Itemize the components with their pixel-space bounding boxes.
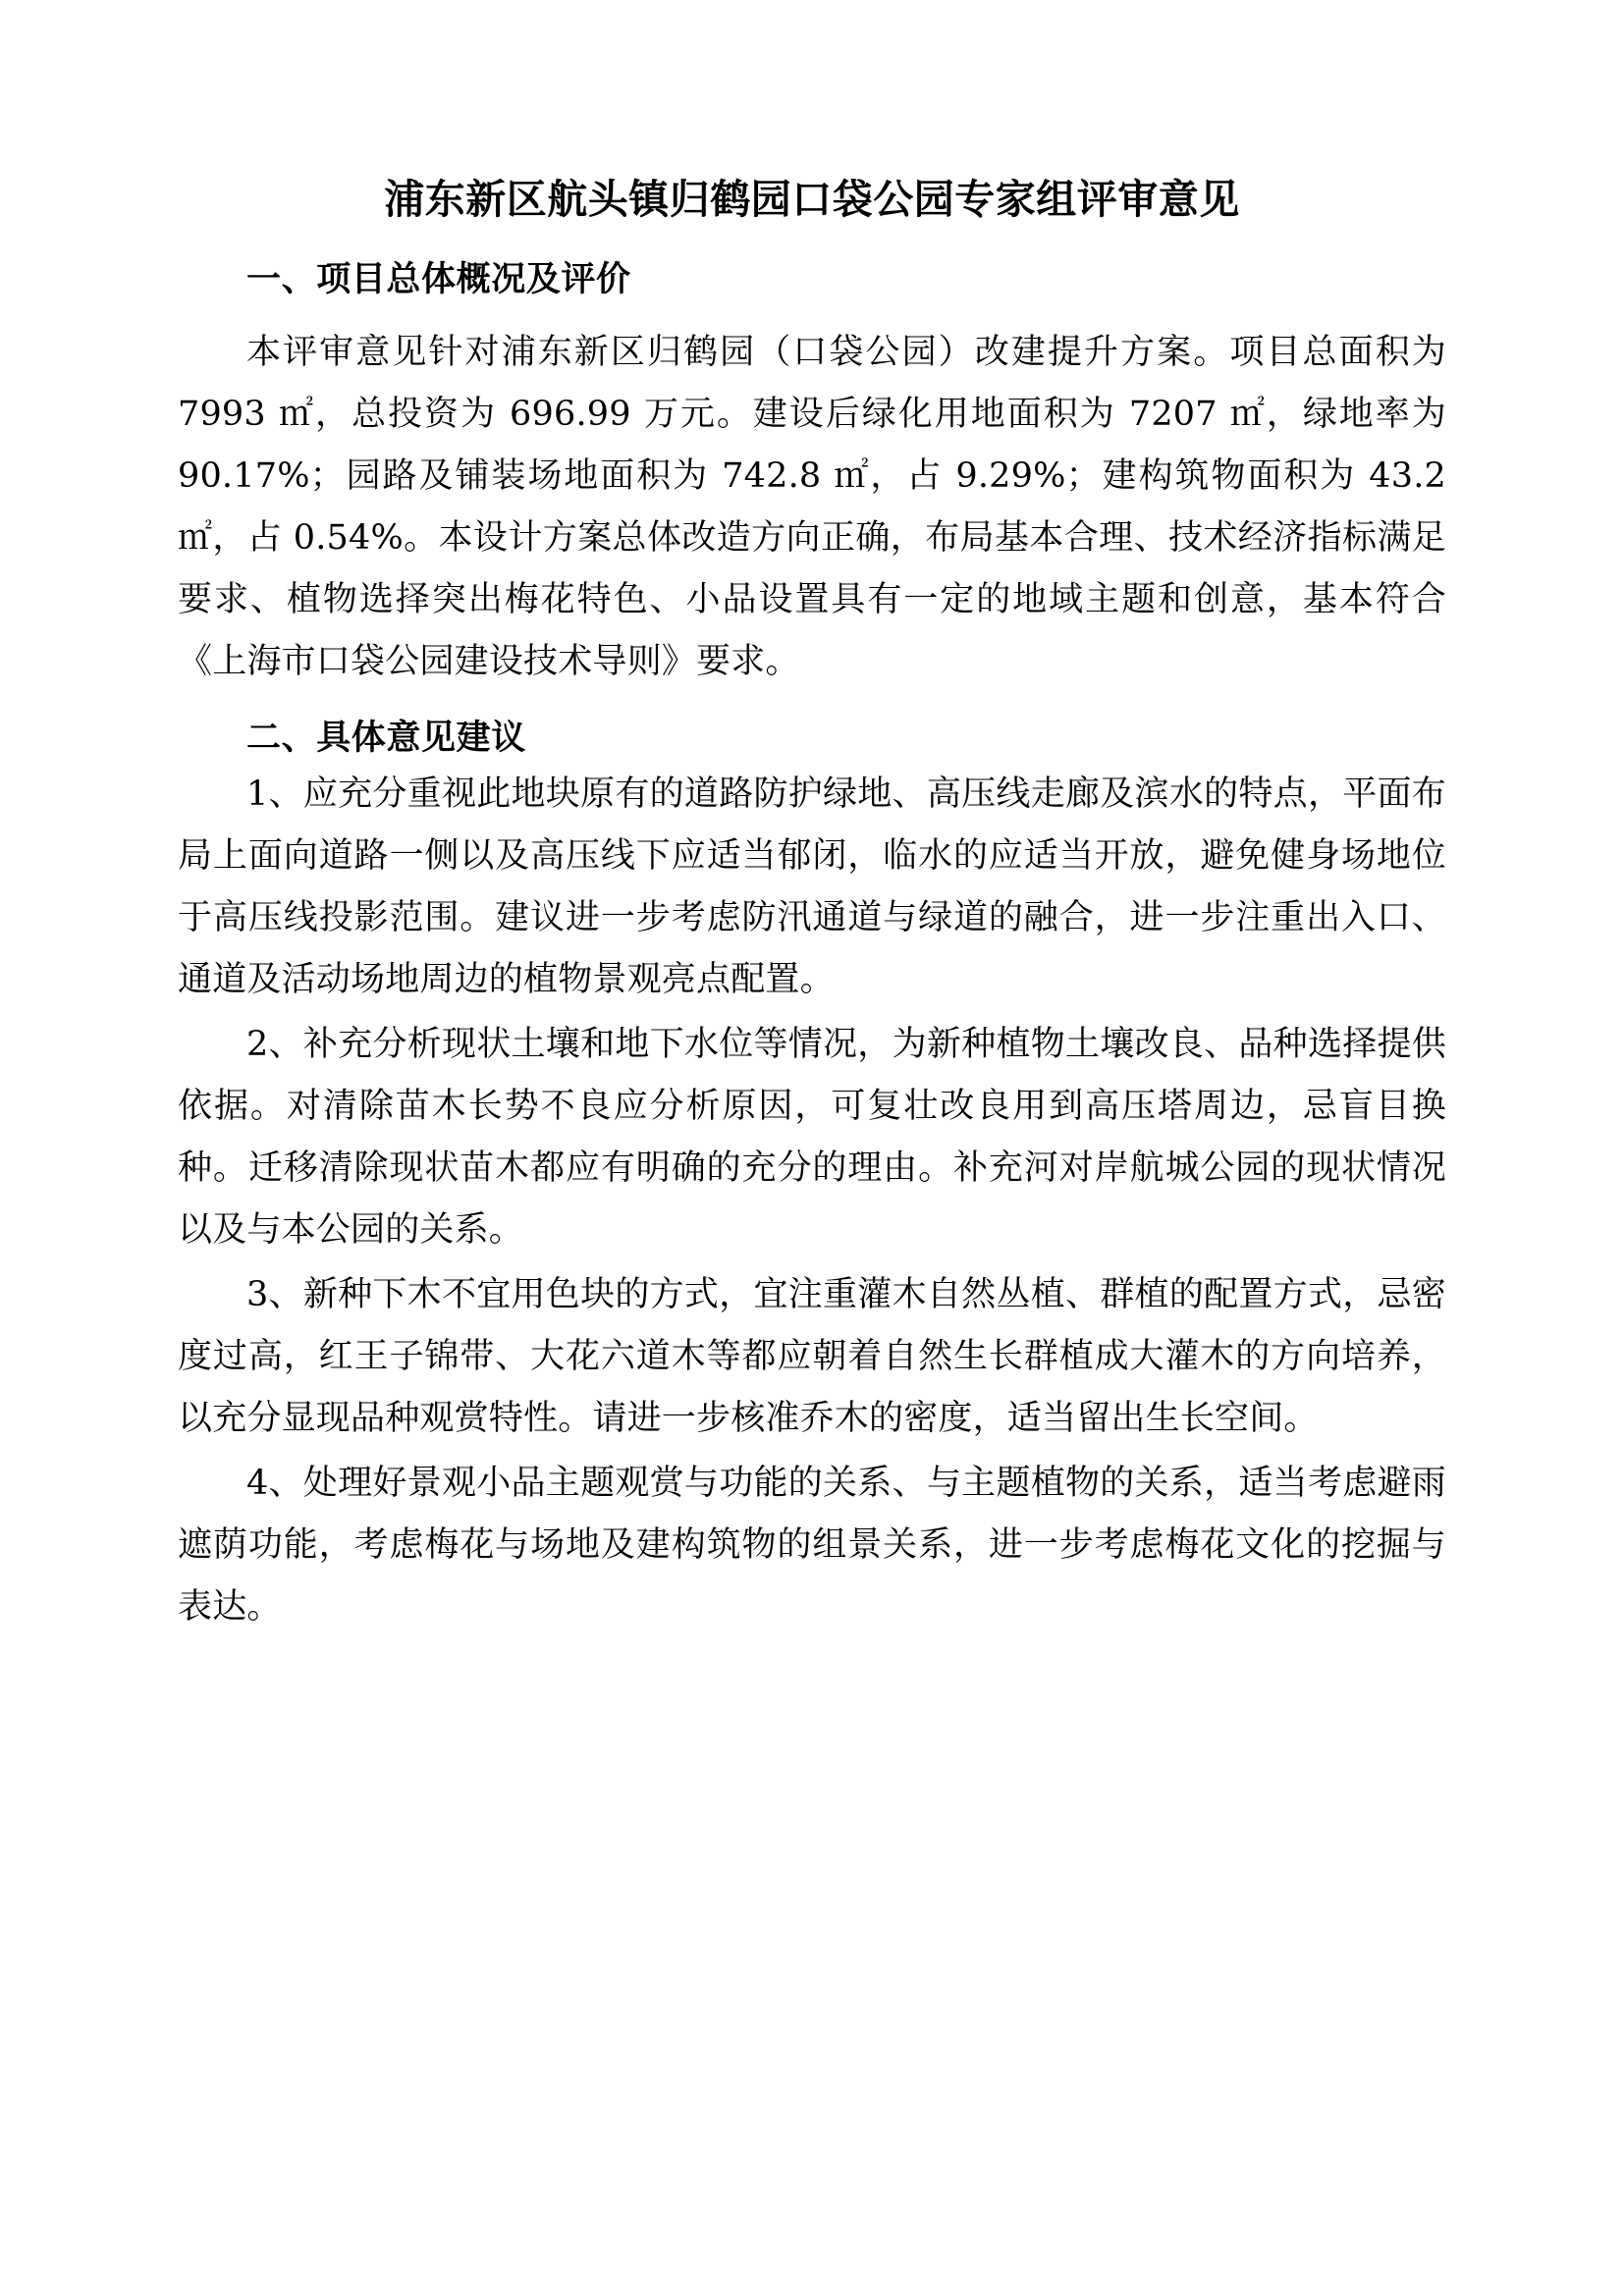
recommendation-item-3: 3、新种下木不宜用色块的方式，宜注重灌木自然丛植、群植的配置方式，忌密度过高，红王子锦带、大花六道木等都应朝着自然生长群植成大灌木的方向培养，以充分显现品种观赏特性。请进一步核准乔木的密度，适当留出生长空间。 <box>178 1275 1446 1439</box>
recommendation-item-2: 2、补充分析现状土壤和地下水位等情况，为新种植物土壤改良、品种选择提供依据。对清除苗木长势不良应分析原因，可复壮改良用到高压塔周边，忌盲目换种。迁移清除现状苗木都应有明确的充分的理由。补充河对岸航城公园的现状情况以及与本公园的关系。 <box>178 1025 1446 1251</box>
document-content <box>178 0 1446 1638</box>
recommendation-item-1: 1、应充分重视此地块原有的道路防护绿地、高压线走廊及滨水的特点，平面布局上面向道路一侧以及高压线下应适当郁闭，临水的应适当开放，避免健身场地位于高压线投影范围。建议进一步考虑防汛通道与绿道的融合，进一步注重出入口、通道及活动场地周边的植物景观亮点配置。 <box>178 774 1446 1000</box>
section-heading-two: 二、具体意见建议 <box>246 718 526 759</box>
section-one-paragraph-1: 本评审意见针对浦东新区归鹤园（口袋公园）改建提升方案。项目总面积为 7993 ㎡，总投资为 696.99 万元。建设后绿化用地面积为 7207 ㎡，绿地率为 90.17%；园路及铺装场地面积为 742.8 ㎡，占 9.29%；建构筑物面积为 43.2 ㎡，占 0.54%。本设计方案总体改造方向正确，布局基本合理、技术经济指标满足要求、植物选择突出梅花特色、小品设置具有一定的地域主题和创意，基本符合《上海市口袋公园建设技术导则》要求。 <box>178 333 1446 682</box>
recommendation-item-4: 4、处理好景观小品主题观赏与功能的关系、与主题植物的关系，适当考虑避雨遮荫功能，考虑梅花与场地及建构筑物的组景关系，进一步考虑梅花文化的挖掘与表达。 <box>178 1464 1446 1628</box>
page-title: 浦东新区航头镇归鹤园口袋公园专家组评审意见 <box>384 176 1240 223</box>
section-heading-one: 一、项目总体概况及评价 <box>246 259 631 300</box>
